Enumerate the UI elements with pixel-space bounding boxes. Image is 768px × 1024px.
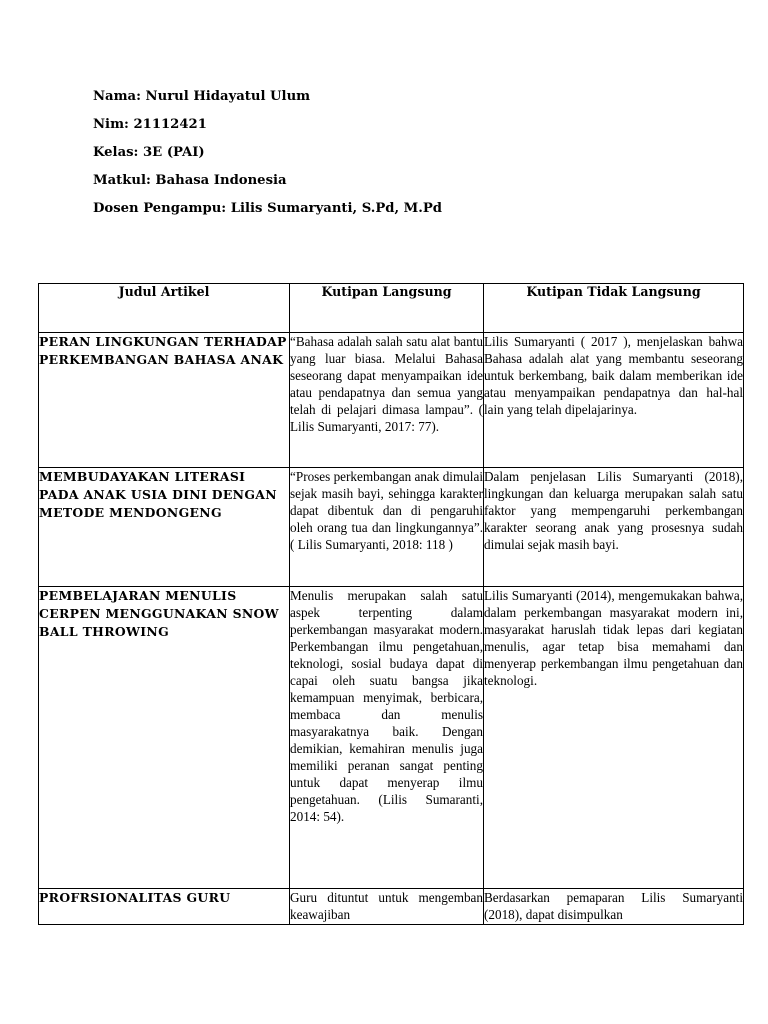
indirect-quote-text: Berdasarkan pemaparan Lilis Sumaryanti (2018), dapat disimpulkan <box>484 890 743 922</box>
table-row <box>39 333 744 468</box>
student-id: Nim: 21112421 <box>93 117 207 132</box>
direct-quote: “Proses perkembangan anak dimulai sejak masih bayi, sehingga karakter dapat dibentuk dan di pengaruhi oleh orang tua dan lingkungannya”. ( Lilis Sumaryanti, 2018: 118 ) <box>290 468 484 587</box>
header-direct-quote: Kutipan Langsung <box>290 284 484 333</box>
direct-quote: “Bahasa adalah salah satu alat bantu yang luar biasa. Melalui Bahasa seseorang dapat menyampaikan ide atau pendapatnya dan semua yang telah di pelajari dimasa lampau”. ( Lilis Sumaryanti, 2017: 77). <box>290 333 484 468</box>
table-row <box>39 468 744 587</box>
header-article-title: Judul Artikel <box>39 284 290 333</box>
table-row <box>39 587 744 889</box>
course-label: Matkul: Bahasa Indonesia <box>93 173 287 188</box>
direct-quote: Menulis merupakan salah satu aspek terpenting dalam perkembangan masyarakat modern. Perkembangan ilmu pengetahuan, teknologi, sosial budaya dapat di capai oleh suatu bangsa jika kemampuan menyimak, berbicara, membaca dan menulis masyarakatnya baik. Dengan demikian, kemahiran menulis juga memiliki peranan sangat penting untuk dapat menyerap ilmu pengetahuan. (Lilis Sumaranti, 2014: 54). <box>290 587 484 889</box>
direct-quote-text: Guru dituntut untuk mengemban keawajiban <box>290 890 483 922</box>
student-name: Nama: Nurul Hidayatul Ulum <box>93 89 311 104</box>
article-title: PEMBELAJARAN MENULIS CERPEN MENGGUNAKAN SNOW BALL THROWING <box>39 587 290 889</box>
class-label: Kelas: 3E (PAI) <box>93 145 205 160</box>
citation-table <box>38 283 744 925</box>
table-row <box>39 889 744 925</box>
header-indirect-quote: Kutipan Tidak Langsung <box>484 284 744 333</box>
lecturer-label: Dosen Pengampu: Lilis Sumaryanti, S.Pd, M.Pd <box>93 201 442 216</box>
indirect-quote: Lilis Sumaryanti ( 2017 ), menjelaskan bahwa Bahasa adalah alat yang membantu seseorang untuk berkembang, baik dalam memberikan ide atau menyampaikan pendapatnya dan hal-hal lain yang telah dipelajarinya. <box>484 333 744 468</box>
indirect-quote: Lilis Sumaryanti (2014), mengemukakan bahwa, dalam perkembangan masyarakat modern ini, masyarakat haruslah tidak lepas dari kegiatan menulis, agar tetap bisa memahami dan menyerap perkembangan ilmu pengetahuan dan teknologi. <box>484 587 744 889</box>
article-title: MEMBUDAYAKAN LITERASI PADA ANAK USIA DINI DENGAN METODE MENDONGENG <box>39 468 290 587</box>
student-info <box>93 88 442 228</box>
table-header-row <box>39 284 744 333</box>
article-title: PERAN LINGKUNGAN TERHADAP PERKEMBANGAN BAHASA ANAK <box>39 333 290 468</box>
indirect-quote <box>484 889 744 925</box>
indirect-quote: Dalam penjelasan Lilis Sumaryanti (2018), lingkungan dan keluarga merupakan salah satu faktor yang mempengaruhi perkembangan karakter seorang anak yang prosesnya sudah dimulai sejak masih bayi. <box>484 468 744 587</box>
direct-quote <box>290 889 484 925</box>
article-title: PROFRSIONALITAS GURU <box>39 889 290 925</box>
